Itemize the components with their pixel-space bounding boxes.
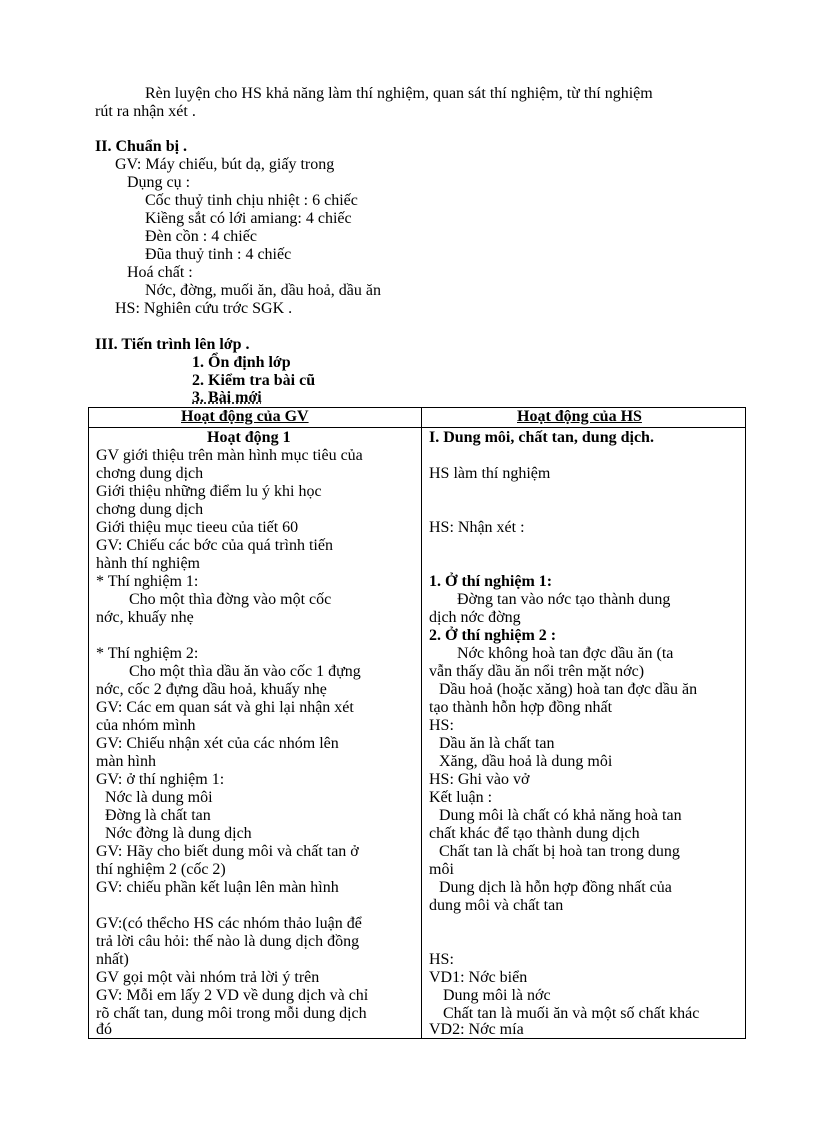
gv-line: GV: Chiếu các bớc của quá trình tiến bbox=[96, 537, 333, 554]
gv-line: rõ chất tan, dung môi trong mỗi dung dịch bbox=[96, 1005, 367, 1022]
hs-line: Kết luận : bbox=[429, 789, 493, 806]
hs-line: Dầu ăn là chất tan bbox=[439, 735, 555, 752]
gv-line: nhất) bbox=[96, 951, 129, 968]
gv-line: Nớc là dung môi bbox=[105, 789, 213, 806]
hs-line: Dung dịch là hỗn hợp đồng nhất của bbox=[439, 879, 672, 896]
gv-line: đó bbox=[96, 1021, 112, 1038]
prep-chem-label: Hoá chất : bbox=[127, 264, 193, 281]
hs-line: Chất tan là chất bị hoà tan trong dung bbox=[439, 843, 680, 860]
gv-line: GV: Mỗi em lấy 2 VD về dung dịch và chỉ bbox=[96, 987, 369, 1004]
gv-line: Đờng là chất tan bbox=[105, 807, 211, 824]
gv-line: Cho một thìa dầu ăn vào cốc 1 đựng bbox=[129, 663, 361, 680]
gv-line: * Thí nghiệm 2: bbox=[96, 645, 199, 662]
header-separator bbox=[89, 427, 745, 428]
hs-column-header: Hoạt động của HS bbox=[517, 408, 642, 425]
hs-line: Dung môi là nớc bbox=[443, 987, 551, 1004]
prep-tool-2: Kiềng sắt có lới amiang: 4 chiếc bbox=[145, 210, 352, 227]
gv-line: chơng dung dịch bbox=[96, 465, 204, 482]
hs-line: Chất tan là muối ăn và một số chất khác bbox=[443, 1005, 700, 1022]
prep-gv: GV: Máy chiếu, bút dạ, giấy trong bbox=[115, 156, 335, 173]
gv-line: GV giới thiệu trên màn hình mục tiêu của bbox=[96, 447, 363, 464]
hs-line: chất khác để tạo thành dung dịch bbox=[429, 825, 640, 842]
gv-line: trả lời câu hỏi: thế nào là dung dịch đồng bbox=[96, 933, 360, 950]
prep-tool-1: Cốc thuỷ tinh chịu nhiệt : 6 chiếc bbox=[145, 192, 358, 209]
gv-line: màn hình bbox=[96, 753, 156, 770]
progress-step-2: 2. Kiểm tra bài cũ bbox=[192, 372, 316, 389]
hs-line: I. Dung môi, chất tan, dung dịch. bbox=[429, 429, 654, 446]
gv-line: GV: ở thí nghiệm 1: bbox=[96, 771, 225, 788]
intro-line-2: rút ra nhận xét . bbox=[95, 103, 196, 120]
prep-hs: HS: Nghiên cứu trớc SGK . bbox=[115, 300, 293, 317]
prep-tool-4: Đũa thuỷ tinh : 4 chiếc bbox=[145, 246, 292, 263]
gv-line: Nớc đờng là dung dịch bbox=[105, 825, 252, 842]
hs-line: 1. Ở thí nghiệm 1: bbox=[429, 573, 553, 590]
gv-line: nớc, khuấy nhẹ bbox=[96, 609, 194, 626]
gv-column-header: Hoạt động của GV bbox=[181, 408, 309, 425]
hs-line: Xăng, dầu hoả là dung môi bbox=[439, 753, 613, 770]
progress-step-1: 1. Ổn định lớp bbox=[192, 354, 291, 371]
hs-line: Dầu hoả (hoặc xăng) hoà tan đợc dầu ăn bbox=[439, 681, 698, 698]
hs-line: vẫn thấy dầu ăn nổi trên mặt nớc) bbox=[429, 663, 645, 680]
gv-line: * Thí nghiệm 1: bbox=[96, 573, 199, 590]
hs-line: HS: Nhận xét : bbox=[429, 519, 525, 536]
hs-line: Nớc không hoà tan đợc dầu ăn (ta bbox=[457, 645, 674, 662]
gv-line: nớc, cốc 2 đựng dầu hoả, khuấy nhẹ bbox=[96, 681, 327, 698]
gv-line: GV gọi một vài nhóm trả lời ý trên bbox=[96, 969, 320, 986]
prep-tools-label: Dụng cụ : bbox=[127, 174, 191, 191]
activity-table bbox=[88, 407, 746, 1039]
gv-line: hành thí nghiệm bbox=[96, 555, 200, 572]
gv-line: chơng dung dịch bbox=[96, 501, 204, 518]
progress-step-3: 3. Bài mới bbox=[192, 389, 262, 406]
hs-line: HS làm thí nghiệm bbox=[429, 465, 551, 482]
hs-line: 2. Ở thí nghiệm 2 : bbox=[429, 627, 557, 644]
hs-line: HS: bbox=[429, 951, 454, 968]
prep-tool-3: Đèn cồn : 4 chiếc bbox=[145, 228, 257, 245]
gv-line: Hoạt động 1 bbox=[207, 429, 291, 446]
hs-line: VD2: Nớc mía bbox=[429, 1021, 524, 1038]
prep-chem: Nớc, đờng, muối ăn, dầu hoả, dầu ăn bbox=[145, 282, 381, 299]
intro-line-1: Rèn luyện cho HS khả năng làm thí nghiệm, quan sát thí nghiệm, từ thí nghiệm bbox=[145, 85, 653, 102]
hs-line: môi bbox=[429, 861, 454, 878]
hs-line: dịch nớc đờng bbox=[429, 609, 521, 626]
gv-line: Giới thiệu mục tieeu của tiết 60 bbox=[96, 519, 299, 536]
gv-line: GV: chiếu phần kết luận lên màn hình bbox=[96, 879, 339, 896]
column-divider bbox=[421, 408, 422, 1038]
gv-line: GV:(có thểcho HS các nhóm thảo luận để bbox=[96, 915, 362, 932]
hs-line: Đờng tan vào nớc tạo thành dung bbox=[457, 591, 671, 608]
hs-line: HS: bbox=[429, 717, 454, 734]
gv-line: GV: Các em quan sát và ghi lại nhận xét bbox=[96, 699, 354, 716]
gv-line: GV: Chiếu nhận xét của các nhóm lên bbox=[96, 735, 339, 752]
hs-line: HS: Ghi vào vở bbox=[429, 771, 530, 788]
hs-line: Dung môi là chất có khả năng hoà tan bbox=[439, 807, 682, 824]
gv-line: của nhóm mình bbox=[96, 717, 196, 734]
prep-heading: II. Chuẩn bị . bbox=[95, 138, 188, 155]
gv-line: thí nghiệm 2 (cốc 2) bbox=[96, 861, 226, 878]
hs-line: tạo thành hỗn hợp đồng nhất bbox=[429, 699, 613, 716]
progress-heading: III. Tiến trình lên lớp . bbox=[95, 336, 250, 353]
hs-line: VD1: Nớc biển bbox=[429, 969, 528, 986]
gv-line: Cho một thìa đờng vào một cốc bbox=[129, 591, 332, 608]
gv-line: Giới thiệu những điểm lu ý khi học bbox=[96, 483, 322, 500]
hs-line: dung môi và chất tan bbox=[429, 897, 564, 914]
gv-line: GV: Hãy cho biết dung môi và chất tan ở bbox=[96, 843, 359, 860]
